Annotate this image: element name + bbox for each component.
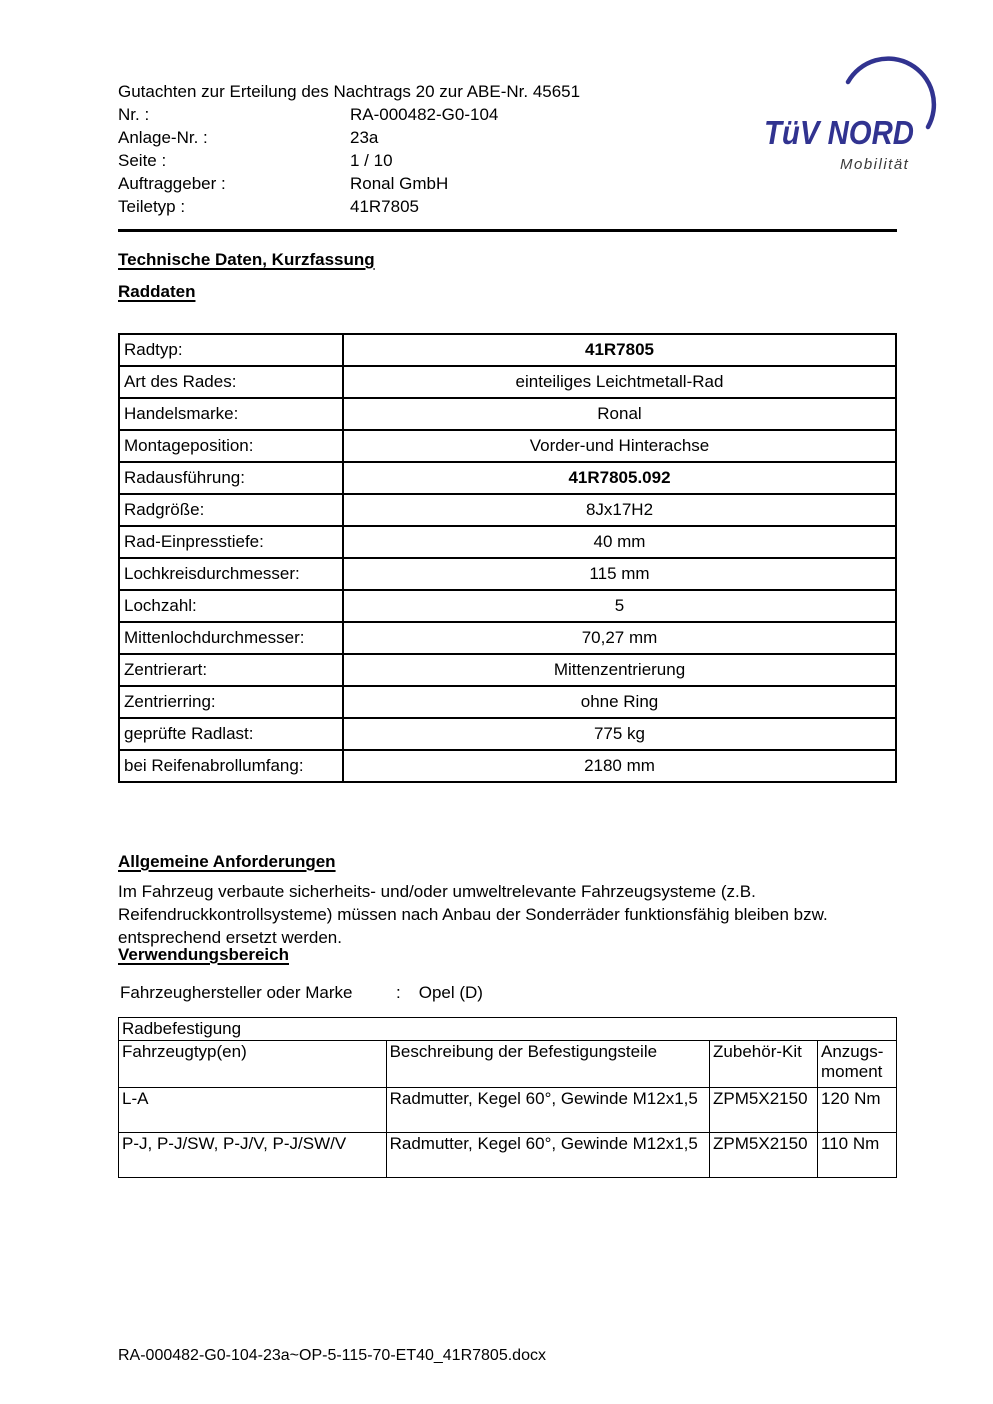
table-caption-row xyxy=(119,1018,897,1041)
table-row xyxy=(119,750,896,782)
row-label: Lochkreisdurchmesser: xyxy=(119,558,343,590)
logo-wordmark: TüV NORD xyxy=(764,114,914,151)
field-value: 1 / 10 xyxy=(350,151,393,170)
table-row xyxy=(119,558,896,590)
row-value: 775 kg xyxy=(343,718,896,750)
table-row xyxy=(119,1133,897,1178)
row-label: Radgröße: xyxy=(119,494,343,526)
tuev-nord-logo xyxy=(728,38,978,183)
row-label: Radausführung: xyxy=(119,462,343,494)
footer-filename: RA-000482-G0-104-23a~OP-5-115-70-ET40_41R7805.docx xyxy=(118,1347,546,1364)
cell-fahrzeugtyp: P-J, P-J/SW, P-J/V, P-J/SW/V xyxy=(119,1133,387,1178)
header-field-anlage xyxy=(118,126,580,149)
raddaten-table xyxy=(118,333,897,783)
row-label: Zentrierring: xyxy=(119,686,343,718)
row-label: Handelsmarke: xyxy=(119,398,343,430)
cell-anzugsmoment: 110 Nm xyxy=(818,1133,897,1178)
row-value: 41R7805 xyxy=(343,334,896,366)
row-value: 70,27 mm xyxy=(343,622,896,654)
fahrzeughersteller-line xyxy=(120,983,483,1003)
header-field-nr xyxy=(118,103,580,126)
radbefestigung-table xyxy=(118,1017,897,1178)
field-label: Anlage-Nr. : xyxy=(118,128,208,147)
table-row xyxy=(119,398,896,430)
row-value: 2180 mm xyxy=(343,750,896,782)
row-label: Art des Rades: xyxy=(119,366,343,398)
row-value: 41R7805.092 xyxy=(343,462,896,494)
cell-zubehoer-kit: ZPM5X2150 xyxy=(710,1133,818,1178)
allgemeine-anforderungen-text: Im Fahrzeug verbaute sicherheits- und/oder umweltrelevante Fahrzeugsysteme (z.B. Reifendruckkontrollsysteme) müssen nach Anbau der Sonderräder funktionsfähig bleiben bzw. entsprechend ersetzt werden. xyxy=(118,882,828,947)
table-row xyxy=(119,1088,897,1133)
section-heading-raddaten: Raddaten xyxy=(118,282,196,301)
table-row xyxy=(119,718,896,750)
row-value: Mittenzentrierung xyxy=(343,654,896,686)
row-value: ohne Ring xyxy=(343,686,896,718)
row-label: geprüfte Radlast: xyxy=(119,718,343,750)
field-value: 41R7805 xyxy=(350,197,420,216)
cell-beschreibung: Radmutter, Kegel 60°, Gewinde M12x1,5 xyxy=(386,1133,709,1178)
column-header-zubehoer-kit: Zubehör-Kit xyxy=(710,1041,818,1088)
row-value: 40 mm xyxy=(343,526,896,558)
fahrzeughersteller-label: Fahrzeughersteller oder Marke xyxy=(120,983,353,1002)
row-value: Ronal xyxy=(343,398,896,430)
field-value: 23a xyxy=(350,128,379,147)
row-label: Lochzahl: xyxy=(119,590,343,622)
cell-zubehoer-kit: ZPM5X2150 xyxy=(710,1088,818,1133)
table-row xyxy=(119,590,896,622)
fahrzeughersteller-value: Opel (D) xyxy=(418,983,483,1002)
table-header-row xyxy=(119,1041,897,1088)
row-label: bei Reifenabrollumfang: xyxy=(119,750,343,782)
row-value: 115 mm xyxy=(343,558,896,590)
row-label: Montageposition: xyxy=(119,430,343,462)
field-value: Ronal GmbH xyxy=(350,174,449,193)
row-label: Zentrierart: xyxy=(119,654,343,686)
table-row xyxy=(119,462,896,494)
field-value: RA-000482-G0-104 xyxy=(350,105,499,124)
row-value: 5 xyxy=(343,590,896,622)
cell-anzugsmoment: 120 Nm xyxy=(818,1088,897,1133)
section-heading-allgemeine-anforderungen: Allgemeine Anforderungen xyxy=(118,852,336,871)
table-row xyxy=(119,430,896,462)
column-header-fahrzeugtyp: Fahrzeugtyp(en) xyxy=(119,1041,387,1088)
row-value: 8Jx17H2 xyxy=(343,494,896,526)
row-value: einteiliges Leichtmetall-Rad xyxy=(343,366,896,398)
document-title: Gutachten zur Erteilung des Nachtrags 20 zur ABE-Nr. 45651 xyxy=(118,82,581,101)
row-label: Rad-Einpresstiefe: xyxy=(119,526,343,558)
cell-fahrzeugtyp: L-A xyxy=(119,1088,387,1133)
field-label: Auftraggeber : xyxy=(118,174,226,193)
field-label: Teiletyp : xyxy=(118,197,186,216)
cell-beschreibung: Radmutter, Kegel 60°, Gewinde M12x1,5 xyxy=(386,1088,709,1133)
section-heading-verwendungsbereich: Verwendungsbereich xyxy=(118,945,289,964)
header-field-auftraggeber xyxy=(118,172,580,195)
row-label: Mittenlochdurchmesser: xyxy=(119,622,343,654)
document-header xyxy=(118,80,580,218)
table-caption: Radbefestigung xyxy=(119,1018,897,1041)
header-field-seite xyxy=(118,149,580,172)
field-label: Seite : xyxy=(118,151,167,170)
column-header-beschreibung: Beschreibung der Befestigungsteile xyxy=(386,1041,709,1088)
logo-subtitle: Mobilität xyxy=(840,156,910,173)
table-row xyxy=(119,686,896,718)
table-row xyxy=(119,654,896,686)
tuev-nord-logo-graphic xyxy=(728,38,978,183)
section-heading-technische-daten: Technische Daten, Kurzfassung xyxy=(118,250,375,269)
header-field-teiletyp xyxy=(118,195,580,218)
column-header-anzugsmoment: Anzugs-moment xyxy=(818,1041,897,1088)
fahrzeughersteller-separator: : xyxy=(396,983,401,1002)
table-row xyxy=(119,366,896,398)
row-value: Vorder-und Hinterachse xyxy=(343,430,896,462)
table-row xyxy=(119,334,896,366)
table-row xyxy=(119,622,896,654)
table-row xyxy=(119,494,896,526)
field-label: Nr. : xyxy=(118,105,150,124)
table-row xyxy=(119,526,896,558)
row-label: Radtyp: xyxy=(119,334,343,366)
header-divider xyxy=(118,229,897,232)
